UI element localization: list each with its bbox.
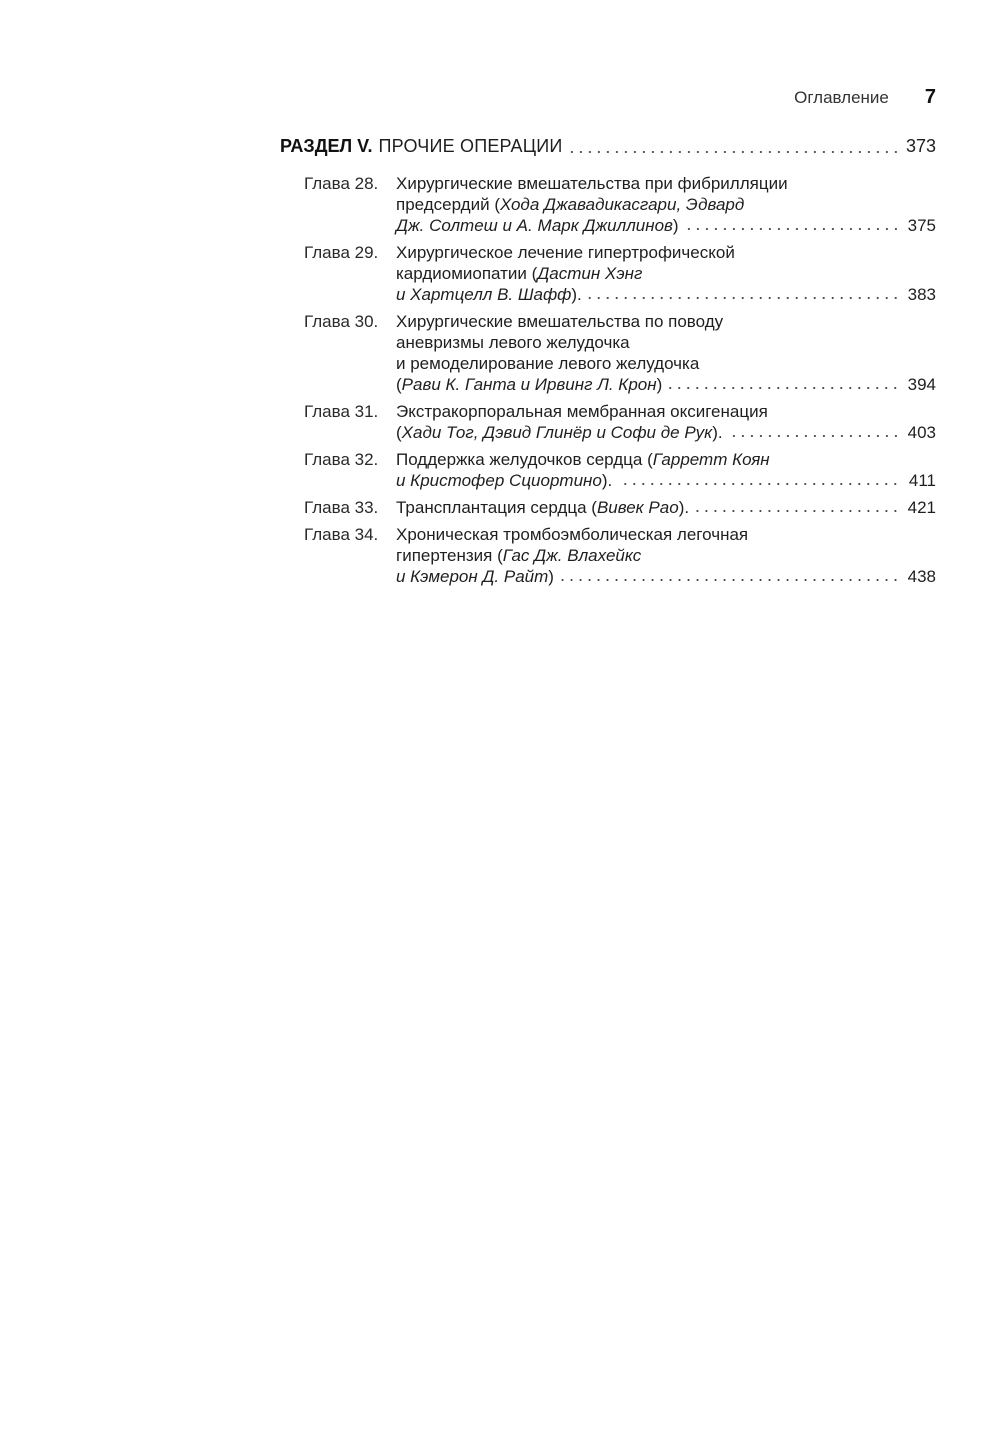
chapter-authors: Хода Джавадикасгари, Эдвард [500,195,745,214]
table-of-contents [280,133,936,593]
chapter-title-line [396,263,936,284]
chapter-title-line: аневризмы левого желудочка [396,333,630,352]
dot-leader [588,296,900,300]
dot-leader [668,386,900,390]
chapter-page: 438 [907,567,936,586]
chapter-last-line [396,284,936,305]
chapter-page: 383 [907,285,936,304]
chapter-page: 411 [908,471,936,490]
chapter-last-line [396,374,936,395]
parenthesis: ( [396,423,402,442]
chapter-authors: Хади Тог, Дэвид Глинёр и Софи де Рук [401,423,713,442]
chapter-title-text: кардиомиопатии [396,264,532,283]
running-head [600,86,936,109]
chapter-authors: Рави К. Ганта и Ирвинг Л. Крон [401,375,657,394]
parenthesis: ( [494,195,500,214]
chapter-label: Глава 33. [304,498,379,517]
chapter-title-text: предсердий [396,195,495,214]
chapter-label: Глава 34. [304,525,379,544]
parenthesis: ( [497,546,503,565]
parenthesis: ( [591,498,597,517]
chapter-authors: Вивек Рао [596,498,679,517]
chapter-page: 375 [907,216,936,235]
section-heading[interactable] [280,133,936,159]
chapter-label: Глава 28. [304,174,379,193]
chapter-title-text: гипертензия [396,546,498,565]
chapter-title-line: Хроническая тромбоэмболическая легочная [396,525,749,544]
dot-leader [569,150,900,154]
chapter-last-text [396,470,612,491]
chapter-entry[interactable] [280,401,936,443]
chapter-list [280,173,936,587]
page-number: 7 [924,86,936,108]
section-page: 373 [905,136,936,156]
dot-leader [695,509,900,513]
chapter-authors: Дж. Солтеш и А. Марк Джиллинов [396,216,673,235]
chapter-title-line: Хирургические вмешательства по поводу [396,312,724,331]
chapter-last-line [396,497,936,518]
closing-parenthesis: ) [548,567,554,586]
chapter-label: Глава 30. [304,312,379,331]
closing-parenthesis: ). [571,285,582,304]
chapter-title-line [396,449,936,470]
dot-leader [618,482,900,486]
chapter-label: Глава 29. [304,243,379,262]
chapter-entry[interactable] [280,497,936,518]
chapter-authors: и Хартцелл В. Шафф [396,285,572,304]
closing-parenthesis: ). [601,471,613,490]
chapter-title-line [396,194,936,215]
chapter-entry[interactable] [280,524,936,587]
chapter-title-text: Трансплантация сердца [396,498,592,517]
chapter-authors: Гарретт Коян [652,450,770,469]
chapter-title-line: Экстракорпоральная мембранная оксигенация [396,402,768,421]
section-prefix: РАЗДЕЛ V. [280,136,373,156]
chapter-entry[interactable] [280,173,936,236]
chapter-last-line [396,215,936,236]
chapter-page: 394 [907,375,936,394]
section-title: ПРОЧИЕ ОПЕРАЦИИ [378,136,563,156]
chapter-authors: и Кристофер Сциортино [396,471,602,490]
parenthesis: ( [647,450,653,469]
chapter-last-line [396,470,936,491]
closing-parenthesis: ). [678,498,690,517]
chapter-page: 403 [907,423,936,442]
header-title: Оглавление [794,88,889,107]
chapter-title-text: Поддержка желудочков сердца [396,450,648,469]
parenthesis: ( [396,375,402,394]
chapter-last-text [396,374,662,395]
chapter-title-line: и ремоделирование левого желудочка [396,354,700,373]
chapter-title-line [396,545,936,566]
chapter-page: 421 [907,498,936,517]
dot-leader [729,434,900,438]
chapter-authors: и Кэмерон Д. Райт [396,567,549,586]
chapter-entry[interactable] [280,311,936,395]
chapter-authors: Дастин Хэнг [537,264,643,283]
dot-leader [560,578,900,582]
chapter-last-line [396,566,936,587]
chapter-authors: Гас Дж. Влахейкс [502,546,642,565]
closing-parenthesis: ) [672,216,679,235]
chapter-last-line [396,422,936,443]
chapter-label: Глава 31. [304,402,379,421]
closing-parenthesis: ) [656,375,663,394]
chapter-last-text [396,215,679,236]
chapter-entry[interactable] [280,449,936,491]
chapter-last-text [396,422,723,443]
parenthesis: ( [531,264,538,283]
chapter-last-text [396,566,554,587]
chapter-title-line: Хирургическое лечение гипертрофической [396,243,735,262]
chapter-label: Глава 32. [304,450,379,469]
chapter-entry[interactable] [280,242,936,305]
closing-parenthesis: ). [712,423,723,442]
chapter-last-text [396,497,689,518]
dot-leader [685,227,900,231]
chapter-last-text [396,284,582,305]
chapter-title-line: Хирургические вмешательства при фибрилляции [396,174,788,193]
